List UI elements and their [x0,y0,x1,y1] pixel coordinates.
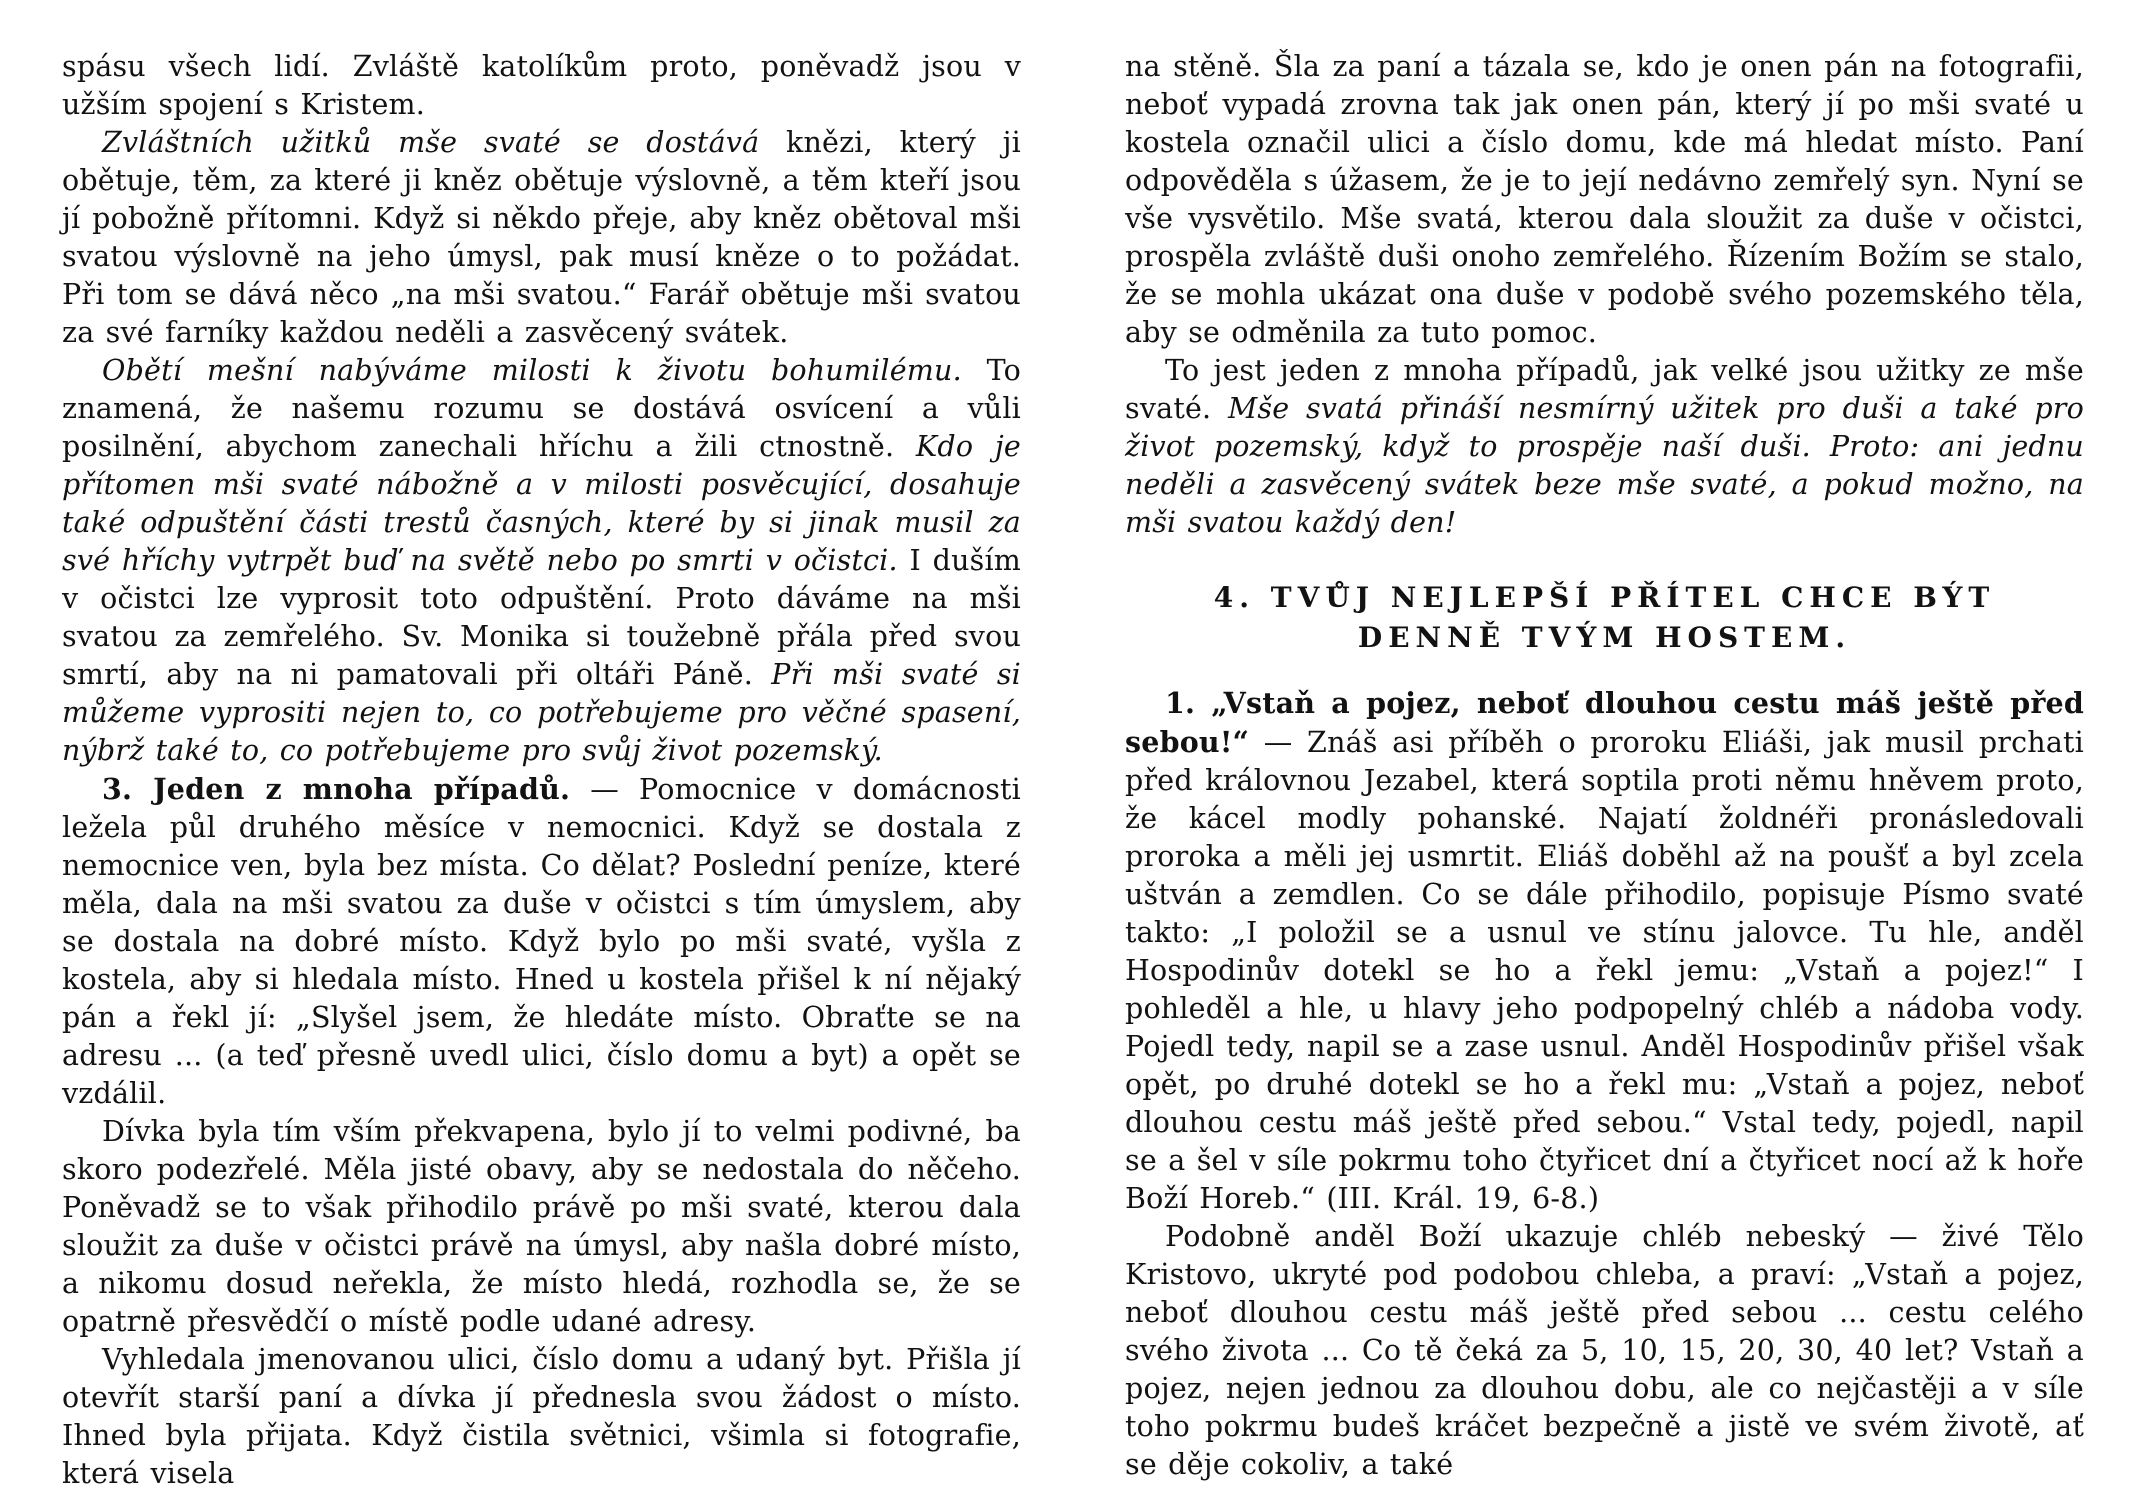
left-column [62,48,1022,1490]
text-run: Při mši svaté si můžeme vyprositi nejen to, co potřebujeme pro věčné spasení, nýbrž také to, co potřebujeme pro svůj život pozemský. [62,658,1021,767]
paragraph [62,1113,1021,1341]
text-run: Podobně anděl Boží ukazuje chléb nebeský — živé Tělo Kristovo, ukryté pod podobou chleba, a praví: „Vstaň a pojez, neboť dlouhou cestu máš ještě před sebou ... cestu celého svého života ... Co tě čeká za 5, 10, 15, 20, 30, 40 let? Vstaň a pojez, nejen jednou za dlouhou dobu, ale co nejčastěji a v síle toho pokrmu budeš kráčet bezpečně a jistě ve svém životě, ať se děje cokoliv, a také [1125,1220,2084,1481]
text-run: knězi, který ji obětuje, těm, za které ji kněz obětuje výslovně, a těm kteří jsou jí pobožně přítomni. Když si někdo přeje, aby kněz obětoval mši svatou výslovně na jeho úmysl, pak musí kněze o to požádat. Při tom se dává něco „na mši svatou.“ Farář obětuje mši svatou za své farníky každou neděli a zasvěcený svátek. [62,126,1021,349]
text-run: Dívka byla tím vším překvapena, bylo jí to velmi podivné, ba skoro podezřelé. Měla jisté obavy, aby se nedostala do něčeho. Poněvadž se to však přihodilo právě po mši svaté, kterou dala sloužit za duše v očistci právě na úmysl, aby našla dobré místo, a nikomu dosud neřekla, že místo hledá, rozhodla se, že se opatrně přesvědčí o místě podle udané adresy. [62,1115,1021,1338]
text-run: To jest jeden z mnoha případů, jak velké jsou užitky ze mše svaté. [1125,354,2084,425]
paragraph [1125,352,2084,542]
text-run: To znamená, že našemu rozumu se dostává osvícení a vůli posilnění, abychom zanechali hříchu a žili ctnostně. [62,354,1021,463]
right-column [1125,48,2084,1481]
text-run: 1. „Vstaň a pojez, neboť dlouhou cestu máš ještě před sebou!“ [1125,686,2084,759]
text-run: 3. Jeden z mnoha případů. [102,772,571,806]
text-run: Zvláštních užitků mše svaté se dostává [102,126,760,159]
text-run: — Pomocnice v domácnosti ležela půl druhého měsíce v nemocnici. Když se dostala z nemocnice ven, byla bez místa. Co dělat? Poslední peníze, které měla, dala na mši svatou za duše v očistci s tím úmyslem, aby se dostala na dobré místo. Když bylo po mši svaté, vyšla z kostela, aby si hledala místo. Hned u kostela přišel k ní nějaký pán a řekl jí: „Slyšel jsem, že hledáte místo. Obraťte se na adresu ... (a teď přesně uvedl ulici, číslo domu a byt) a opět se vzdálil. [62,773,1021,1110]
paragraph [62,48,1021,124]
section-heading [1125,578,2084,658]
paragraph [1125,684,2084,1218]
heading-line: DENNĚ TVÝM HOSTEM. [1357,621,1852,654]
paragraph [62,352,1021,770]
text-run: na stěně. Šla za paní a tázala se, kdo je onen pán na fotografii, neboť vypadá zrovna tak jak onen pán, který jí po mši svaté u kostela označil ulici a číslo domu, kde má hledat místo. Paní odpověděla s úžasem, že je to její nedávno zemřelý syn. Nyní se vše vysvětilo. Mše svatá, kterou dala sloužit za duše v očistci, prospěla zvláště duši onoho zemřelého. Řízením Božím se stalo, že se mohla ukázat ona duše v podobě svého pozemského těla, aby se odměnila za tuto pomoc. [1125,50,2084,349]
paragraph [62,124,1021,352]
text-run: Vyhledala jmenovanou ulici, číslo domu a udaný byt. Přišla jí otevřít starší paní a dívka jí přednesla svou žádost o místo. Ihned byla přijata. Když čistila světnici, všimla si fotografie, která visela [62,1343,1021,1490]
text-run: spásu všech lidí. Zvláště katolíkům proto, poněvadž jsou v užším spojení s Kristem. [62,50,1021,121]
text-run: Mše svatá přináší nesmírný užitek pro duši a také pro život pozemský, když to prospěje naší duši. Proto: ani jednu neděli a zasvěcený svátek beze mše svaté, a pokud možno, na mši svatou každý den! [1125,392,2084,539]
text-run: I duším v očistci lze vyprosit toto odpuštění. Proto dáváme na mši svatou za zemřelého. Sv. Monika si toužebně přála před svou smrtí, aby na ni pamatovali při oltáři Páně. [62,544,1022,691]
paragraph [62,1341,1021,1493]
text-run: Kdo je přítomen mši svaté nábožně a v milosti posvěcující, dosahuje také odpuštění části trestů časných, které by si jinak musil za své hříchy vytrpět buď na světě nebo po smrti v očistci. [62,430,1021,577]
paragraph [62,770,1021,1113]
heading-line: 4. TVŮJ NEJLEPŠÍ PŘÍTEL CHCE BÝT [1213,581,1996,614]
paragraph [1125,48,2084,352]
paragraph [1125,1218,2084,1484]
text-run: — Znáš asi příběh o proroku Eliáši, jak musil prchati před královnou Jezabel, která soptila proti němu hněvem proto, že kácel modly pohanské. Najatí žoldnéři pronásledovali proroka a měli jej usmrtit. Eliáš doběhl až na poušť a byl zcela uštván a zemdlen. Co se dále přihodilo, popisuje Písmo svaté takto: „I položil se a usnul ve stínu jalovce. Tu hle, anděl Hospodinův dotekl se ho a řekl jemu: „Vstaň a pojez!“ I pohleděl a hle, u hlavy jeho podpopelný chléb a nádoba vody. Pojedl tedy, napil se a zase usnul. Anděl Hospodinův přišel však opět, po druhé dotekl se ho a řekl mu: „Vstaň a pojez, neboť dlouhou cestu máš ještě před sebou.“ Vstal tedy, pojedl, napil se a šel v síle pokrmu toho čtyřicet dní a čtyřicet nocí až k hoře Boží Horeb.“ (III. Král. 19, 6-8.) [1125,726,2084,1215]
text-run: Obětí mešní nabýváme milosti k životu bohumilému. [102,354,962,387]
